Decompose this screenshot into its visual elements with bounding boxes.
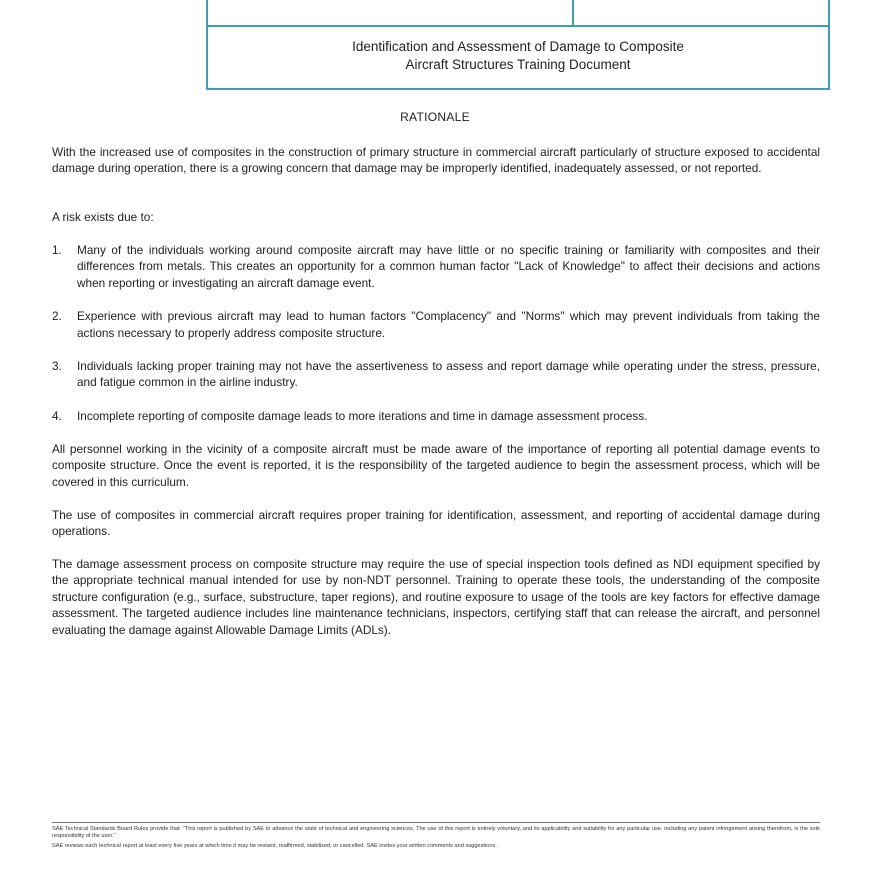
list-item-text: Individuals lacking proper training may not have the assertiveness to assess and report damage while operating under the stress, pressure, and fatigue common in the airline industry. xyxy=(77,359,820,390)
document-header-box xyxy=(206,0,830,90)
risk-list xyxy=(52,242,820,441)
intro-paragraph: With the increased use of composites in the construction of primary structure in commercial aircraft particularly of structure exposed to accidental damage during operation, there is a growing concern that damage may be improperly identified, inadequately assessed, or not reported. xyxy=(52,145,820,176)
training-paragraph: The use of composites in commercial aircraft requires proper training for identification, assessment, and reporting of accidental damage during operations. xyxy=(52,508,820,539)
document-title-line-1: Identification and Assessment of Damage to Composite xyxy=(352,39,684,54)
list-item-number: 4. xyxy=(52,408,62,423)
list-item-text: Incomplete reporting of composite damage leads to more iterations and time in damage assessment process. xyxy=(77,408,648,423)
header-top-row xyxy=(208,0,828,27)
footer-notice xyxy=(52,826,820,853)
document-title xyxy=(208,38,828,74)
list-item xyxy=(52,408,820,424)
list-item-text: Experience with previous aircraft may lead to human factors "Complacency" and "Norms" which may prevent individuals from taking the actions necessary to properly address composite structure. xyxy=(77,309,820,340)
awareness-paragraph: All personnel working in the vicinity of a composite aircraft must be made aware of the importance of reporting all potential damage events to composite structure. Once the event is reported, it is the responsibility of the targeted audience to begin the assessment process, which will be covered in this curriculum. xyxy=(52,442,820,489)
risk-lead-paragraph: A risk exists due to: xyxy=(52,210,154,224)
list-item-number: 3. xyxy=(52,359,62,374)
footer-notice-line-1: SAE Technical Standards Board Rules provide that: "This report is published by SAE to advance the state of technical and engineering sciences. The use of this report is entirely voluntary, and its applicability and suitability for any particular use, including any patent infringement arising therefrom, is the sole responsibility of the user." xyxy=(52,826,820,839)
list-item xyxy=(52,308,820,341)
footer-divider xyxy=(52,822,820,823)
list-item-number: 1. xyxy=(52,243,62,257)
list-item-text: Many of the individuals working around composite aircraft may have little or no specific training or familiarity with composites and their differences from metals. This creates an opportunity for a common human factor "Lack of Knowledge" to affect their decisions and actions when reporting or investigating an aircraft damage event. xyxy=(77,243,820,290)
section-heading: RATIONALE xyxy=(400,110,470,124)
list-item xyxy=(52,242,820,291)
list-item-number: 2. xyxy=(52,309,62,324)
document-title-line-2: Aircraft Structures Training Document xyxy=(405,57,631,72)
footer-notice-line-2: SAE reviews each technical report at least every five years at which time it may be revised, reaffirmed, stabilized, or cancelled. SAE invites your written comments and suggestions. xyxy=(52,843,497,849)
list-item xyxy=(52,358,820,391)
header-cell-divider xyxy=(572,0,574,25)
process-paragraph: The damage assessment process on composite structure may require the use of special inspection tools defined as NDI equipment specified by the appropriate technical manual intended for use by non-NDT personnel. Training to operate these tools, the understanding of the composite structure configuration (e.g., surface, substructure, taper regions), and routine exposure to usage of the tools are key factors for effective damage assessment. The targeted audience includes line maintenance technicians, inspectors, certifying staff that can release the aircraft, and personnel evaluating the damage against Allowable Damage Limits (ADLs). xyxy=(52,557,820,637)
